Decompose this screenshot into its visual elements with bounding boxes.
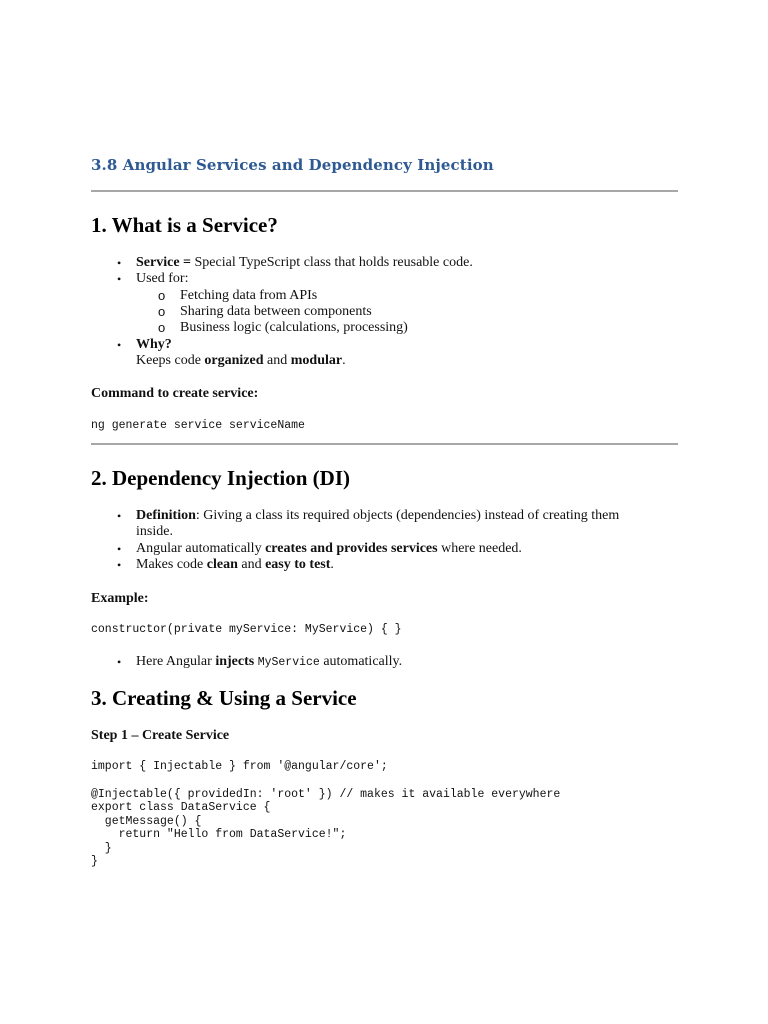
use-item: Fetching data from APIs — [180, 288, 318, 303]
bullet-icon: • — [117, 338, 122, 352]
section-divider — [91, 443, 678, 445]
code-block: @Injectable({ providedIn: 'root' }) // makes it available everywhere export class DataService { getMessage() { return "Hello from DataService!"; } } — [91, 788, 561, 869]
service-term: Service = — [136, 255, 192, 270]
circle-bullet-icon: o — [158, 320, 166, 335]
makes-text-mid: and — [237, 557, 266, 572]
code-import: import { Injectable } from '@angular/core'; — [91, 760, 388, 773]
bullet-icon: • — [117, 256, 122, 270]
makes-text-pre: Makes code — [136, 557, 207, 572]
why-term: Why? — [136, 337, 172, 352]
heading-what-is-service: 1. What is a Service? — [91, 213, 278, 237]
service-definition-text: Special TypeScript class that holds reusable code. — [191, 255, 473, 270]
definition-text-cont: inside. — [136, 524, 173, 539]
section-divider — [91, 190, 678, 192]
use-item: Business logic (calculations, processing) — [180, 320, 408, 335]
why-text — [136, 353, 346, 369]
here-injects-item — [136, 654, 402, 671]
makes-text-post: . — [330, 557, 334, 572]
bullet-icon: • — [117, 272, 122, 286]
why-text-mid: and — [263, 353, 291, 368]
why-bold-organized: organized — [204, 353, 264, 368]
circle-bullet-icon: o — [158, 288, 166, 303]
here-inline-code: MyService — [257, 656, 320, 669]
command-label: Command to create service: — [91, 386, 259, 401]
definition-text: : Giving a class its required objects (dependencies) instead of creating them — [195, 508, 620, 523]
bullet-icon: • — [117, 509, 122, 523]
section-title: 3.8 Angular Services and Dependency Injection — [91, 156, 494, 174]
example-code: constructor(private myService: MyService) { } — [91, 623, 402, 636]
here-text-pre: Here Angular — [136, 654, 216, 669]
circle-bullet-icon: o — [158, 304, 166, 319]
heading-dependency-injection: 2. Dependency Injection (DI) — [91, 466, 350, 490]
step1-label: Step 1 – Create Service — [91, 728, 230, 743]
makes-code-item — [136, 557, 334, 573]
bullet-icon: • — [117, 655, 122, 669]
why-bold-modular: modular — [290, 353, 343, 368]
used-for-item: Used for: — [136, 271, 189, 286]
bullet-icon: • — [117, 542, 122, 556]
definition-item — [136, 508, 619, 524]
use-item: Sharing data between components — [180, 304, 372, 319]
why-text-post: . — [342, 353, 346, 368]
definition-term: Definition — [136, 508, 196, 523]
heading-creating-service: 3. Creating & Using a Service — [91, 686, 357, 710]
command-code: ng generate service serviceName — [91, 419, 305, 432]
auto-bold: creates and provides services — [265, 541, 438, 556]
service-definition-item — [136, 255, 473, 271]
why-text-pre: Keeps code — [136, 353, 205, 368]
auto-text-post: where needed. — [437, 541, 522, 556]
why-label — [136, 337, 172, 353]
makes-bold-test: easy to test — [265, 557, 331, 572]
auto-provide-item — [136, 541, 522, 557]
auto-text-pre: Angular automatically — [136, 541, 266, 556]
bullet-icon: • — [117, 558, 122, 572]
here-text-post: automatically. — [319, 654, 403, 669]
here-bold-injects: injects — [215, 654, 255, 669]
example-label: Example: — [91, 591, 149, 606]
makes-bold-clean: clean — [206, 557, 238, 572]
